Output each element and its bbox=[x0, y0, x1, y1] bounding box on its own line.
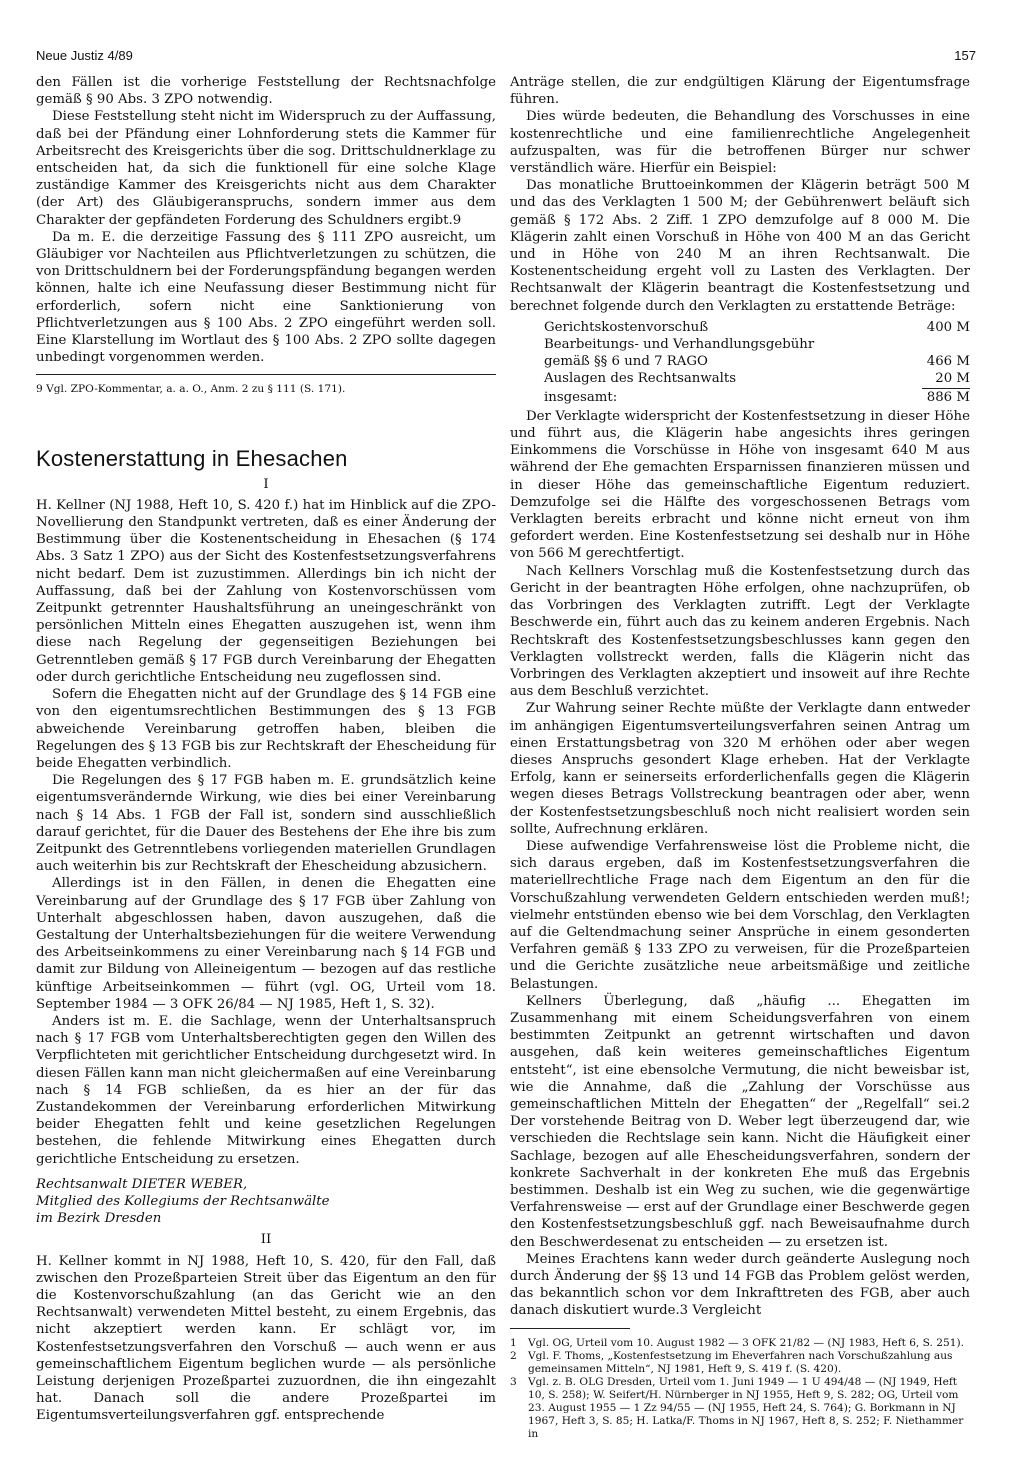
cost-value: 466 M bbox=[926, 354, 970, 370]
footnote-text: Vgl. OG, Urteil vom 10. August 1982 — 3 OFK 21/82 — (NJ 1983, Heft 6, S. 251). bbox=[528, 1336, 964, 1349]
paragraph: Das monatliche Bruttoeinkommen der Klägerin beträgt 500 M und das des Verklagten 1 500 M; der Gebührenwert beläuft sich gemäß § 172 Abs. 2 Ziff. 1 ZPO demzufolge auf 8 000 M. Die Klägerin zahlt einen Vorschuß in Höhe von 400 M an das Gericht und in Höhe von 240 M an ihren Rechtsanwalt. Die Kostenentscheidung ergeht voll zu Lasten des Verklagten. Der Rechtsanwalt der Klägerin beantragt die Kostenfestsetzung und berechnet folgende durch den Verklagten zu erstattende Beträge: bbox=[510, 178, 970, 314]
paragraph: Da m. E. die derzeitige Fassung des § 111 ZPO ausreicht, um Gläubiger vor Nachteilen aus Pflichtverletzungen zu schützen, die von Drittschuldnern bei der Forderungspfändung begangen werden können, halte ich eine Neufassung dieser Bestimmung nicht für erforderlich, sofern nicht eine Sanktionierung von Pflichtverletzungen aus § 100 Abs. 2 ZPO eingeführt werden soll. Eine Klarstellung im Wortlaut des § 100 Abs. 2 ZPO sollte dagegen unbedingt vorgenommen werden. bbox=[36, 229, 496, 366]
cost-label: gemäß §§ 6 und 7 RAGO bbox=[544, 354, 708, 370]
paragraph: Allerdings ist in den Fällen, in denen die Ehegatten eine Vereinbarung auf der Grundlage des § 17 FGB über Zahlung von Unterhalt abgeschlossen haben, davon auszugehen, daß die Gestaltung der Unterhaltsbeziehungen für die weitere Verwendung des Arbeitseinkommens zu einer Vereinbarung nach § 14 FGB und damit zur Bildung von Alleineigentum — bezogen auf das restliche künftige Arbeitseinkommen — führt (vgl. OG, Urteil vom 18. September 1984 — 3 OFK 26/84 — NJ 1985, Heft 1, S. 32). bbox=[36, 876, 496, 1012]
footnote-text: Vgl. z. B. OLG Dresden, Urteil vom 1. Juni 1949 — 1 U 494/48 — (NJ 1949, Heft 10, S. 258); W. Seifert/H. Nürnberger in NJ 1955, Heft 9, S. 282; OG, Urteil vom 23. August 1955 — 1 Zz 94/55 — (NJ 1955, Heft 24, S. 764); G. Borkmann in NJ 1967, Heft 3, S. 85; H. Latka/F. Thoms in NJ 1967, Heft 8, S. 252; F. Niethammer in bbox=[528, 1375, 964, 1440]
paragraph: Der Verklagte widerspricht der Kostenfestsetzung in dieser Höhe und führt aus, die Klägerin habe angesichts ihres geringen Einkommens die Vorschüsse in Höhe von insgesamt 640 M aus während der Ehe gemachten Ersparnissen finanzieren müssen und in dieser Höhe das gemeinschaftliche Eigentum reduziert. Demzufolge sei die Hälfte des vorgeschossenen Betrags vom Verklagten bereits erbracht und könne nicht erneut von ihm gefordert werden. Eine Kostenfestsetzung sei deshalb nur in Höhe von 566 M gerechtfertigt. bbox=[510, 408, 970, 562]
footnote-divider bbox=[36, 374, 496, 375]
cost-value: 400 M bbox=[926, 319, 970, 335]
left-column bbox=[36, 74, 496, 1425]
paragraph: den Fällen ist die vorherige Feststellung der Rechtsnachfolge gemäß § 90 Abs. 3 ZPO notwendig. bbox=[36, 75, 496, 108]
cost-total-value: 886 M bbox=[922, 388, 970, 406]
section-title: Kostenerstattung in Ehesachen bbox=[36, 446, 348, 472]
paragraph: H. Kellner (NJ 1988, Heft 10, S. 420 f.) hat im Hinblick auf die ZPO-Novellierung den Standpunkt vertreten, daß es einer Änderung der Bestimmung über die Kostenentscheidung in Ehesachen (§ 174 Abs. 3 Satz 1 ZPO) aus der Sicht des Kostenfestsetzungsverfahrens nicht bedarf. Dem ist zuzustimmen. Allerdings bin ich nicht der Auffassung, daß bei der Zahlung von Kostenvorschüssen vom Zeitpunkt getrennter Haushaltsführung an uneingeschränkt von persönlichen Mitteln eines Ehegatten auszugehen ist, wenn ihm diese nach Regelung der gegenseitigen Beziehungen bei Getrenntleben gemäß § 17 FGB durch Vereinbarung der Ehegatten oder durch gerichtliche Entscheidung neu zugeflossen sind. bbox=[36, 497, 496, 685]
footnotes bbox=[510, 1337, 970, 1441]
cost-value: 20 M bbox=[935, 371, 970, 387]
paragraph: Anders ist m. E. die Sachlage, wenn der Unterhaltsanspruch nach § 17 FGB vom Unterhaltsberechtigten gegen den Willen des Verpflichteten mit gerichtlicher Entscheidung durchgesetzt wird. In diesen Fällen kann man nicht gleichermaßen auf eine Vereinbarung nach § 14 FGB schließen, da es hier an der für das Zustandekommen der Vereinbarung erforderlichen Mitwirkung beider Ehegatten fehlt und keine gesetzlichen Regelungen bestehen, die fehlende Mitwirkung eines Ehegatten durch gerichtliche Entscheidung zu ersetzen. bbox=[36, 1013, 496, 1167]
author-line-2: Mitglied des Kollegiums der Rechtsanwälte bbox=[36, 1193, 330, 1209]
footnote-text: Vgl. F. Thoms, „Kostenfestsetzung im Eheverfahren nach Vorschußzahlung aus gemeinsamen Mitteln“, NJ 1981, Heft 9, S. 419 f. (S. 420). bbox=[528, 1349, 953, 1375]
right-column bbox=[510, 74, 970, 1441]
cost-total-label: insgesamt: bbox=[544, 389, 618, 405]
paragraph: Kellners Überlegung, daß „häufig ... Ehegatten im Zusammenhang mit einem Scheidungsverfahren von einem bestimmten Zeitpunkt an getrennt wirtschaften und davon ausgehen, daß kein weiteres gemeinschaftliches Eigentum entsteht“, ist eine ebensolche Vermutung, die nicht beweisbar ist, wie die Annahme, daß die „Zahlung der Vorschüsse aus gemeinschaftlichen Mitteln der Ehegatten“ der „Regelfall“ sei.2 Der vorstehende Beitrag von D. Weber legt überzeugend dar, wie verschieden die Rechtslage sein kann. Nicht die Häufigkeit einer Sachlage, bezogen auf alle Ehescheidungsverfahren, sondern der konkrete Sachverhalt in der konkreten Ehe muß das Ergebnis bestimmen. Deshalb ist ein Weg zu suchen, wie die gegenwärtige Verfahrensweise — erst auf der Grundlage einer Beschwerde gegen den Kostenfestsetzungsbeschluß ggf. nach Beweisaufnahme durch den Beschwerdesenat zu entscheiden — zu ersetzen ist. bbox=[510, 993, 970, 1250]
paragraph: H. Kellner kommt in NJ 1988, Heft 10, S. 420, für den Fall, daß zwischen den Prozeßparteien Streit über das Eigentum an den für die Kostenvorschußzahlung (an das Gericht wie an den Rechtsanwalt) verwendeten Mittel besteht, zu einem Ergebnis, das nicht akzeptiert werden kann. Er schlägt vor, im Kostenfestsetzungsverfahren den Vorschuß — auch wenn er aus gemeinschaftlichem Eigentum beglichen wurde — als persönliche Leistung derjenigen Prozeßpartei zuzuordnen, die ihn eingezahlt hat. Danach soll die andere Prozeßpartei im Eigentumsverteilungsverfahren ggf. entsprechende bbox=[36, 1253, 496, 1424]
part-heading-1: I bbox=[263, 476, 269, 492]
cost-row bbox=[510, 319, 970, 336]
footnote-divider bbox=[510, 1328, 630, 1329]
journal-header: Neue Justiz 4/89 bbox=[36, 48, 133, 63]
cost-total-row bbox=[510, 388, 970, 406]
paragraph: Nach Kellners Vorschlag muß die Kostenfestsetzung durch das Gericht in der beantragten Höhe erfolgen, ohne nachzuprüfen, ob das Vorbringen des Verklagten zutrifft. Legt der Verklagte Beschwerde ein, führt auch das zu keinem anderen Ergebnis. Nach Rechtskraft des Kostenfestsetzungsbeschlusses kann gegen den Verklagten vollstreckt werden, falls die Klägerin nicht das Vorbringen des Verklagten akzeptiert und insoweit auf ihre Rechte aus dem Beschluß verzichtet. bbox=[510, 563, 970, 700]
author-line-1: Rechtsanwalt DIETER WEBER, bbox=[36, 1176, 248, 1192]
paragraph: Diese aufwendige Verfahrensweise löst die Probleme nicht, die sich daraus ergeben, daß im Kostenfestsetzungsverfahren die materiellrechtliche Frage nach dem Eigentum an den für die Vorschußzahlung verwendeten Geldern entschieden werden muß!; vielmehr entstünden ebenso wie bei dem Vorschlag, den Verklagten auf die Geltendmachung seiner Ansprüche in einem gesonderten Verfahren gemäß § 133 ZPO zu verweisen, für die Prozeßparteien und die Gerichte zusätzliche neue arbeitsmäßige und zeitliche Belastungen. bbox=[510, 838, 970, 992]
cost-row bbox=[510, 336, 970, 353]
paragraph: Meines Erachtens kann weder durch geänderte Auslegung noch durch Änderung der §§ 13 und 14 FGB das Problem gelöst werden, das bekanntlich schon vor dem Inkrafttreten des FGB, aber auch danach diskutiert wurde.3 Vergleicht bbox=[510, 1251, 970, 1319]
footnote-2 bbox=[510, 1350, 970, 1376]
cost-label: Gerichtskostenvorschuß bbox=[544, 319, 709, 335]
paragraph: Zur Wahrung seiner Rechte müßte der Verklagte dann entweder im anhängigen Eigentumsverteilungsverfahren seinen Antrag um einen Erstattungsbetrag von 320 M erhöhen oder aber wegen dieses Anspruchs gesondert Klage erheben. Hat der Verklagte Erfolg, kann er seinerseits erforderlichenfalls gegen die Klägerin wegen dieses Betrags Vollstreckung beantragen oder aber, wenn der Kostenfestsetzungsbeschluß noch nicht realisiert worden sein sollte, Aufrechnung erklären. bbox=[510, 701, 970, 837]
paragraph: Diese Feststellung steht nicht im Widerspruch zu der Auffassung, daß bei der Pfändung einer Lohnforderung stets die Kammer für Arbeitsrecht des Kreisgerichts über die sog. Drittschuldnerklage zu entscheiden hat, da sich die funktionell für eine solche Klage zuständige Kammer des Kreisgerichts nicht aus dem Charakter (der Art) des Gläubigeranspruchs, sondern immer aus dem Charakter der gepfändeten Forderung des Schuldners ergibt.9 bbox=[36, 109, 496, 228]
footnote-9: 9 Vgl. ZPO-Kommentar, a. a. O., Anm. 2 zu § 111 (S. 171). bbox=[36, 383, 346, 396]
footnote-1 bbox=[510, 1337, 970, 1350]
cost-row bbox=[510, 370, 970, 387]
paragraph: Dies würde bedeuten, die Behandlung des Vorschusses in eine kostenrechtliche und eine familienrechtliche Angelegenheit aufzuspalten, was für die betroffenen Bürger nur schwer verständlich wäre. Hierfür ein Beispiel: bbox=[510, 109, 970, 177]
author-line-3: im Bezirk Dresden bbox=[36, 1211, 162, 1227]
footnote-number: 1 bbox=[510, 1336, 517, 1349]
part-heading-2: II bbox=[260, 1232, 272, 1248]
footnote-number: 2 bbox=[510, 1349, 517, 1362]
cost-label: Bearbeitungs- und Verhandlungsgebühr bbox=[544, 337, 815, 353]
footnote-number: 3 bbox=[510, 1375, 517, 1388]
cost-table bbox=[510, 319, 970, 406]
footnote-3 bbox=[510, 1376, 970, 1441]
paragraph: Sofern die Ehegatten nicht auf der Grundlage des § 14 FGB eine von den eigentumsrechtlichen Bestimmungen des § 13 FGB abweichende Vereinbarung getroffen haben, bleiben die Regelungen des § 13 FGB bis zur Rechtskraft der Ehescheidung für beide Ehegatten verbindlich. bbox=[36, 687, 496, 771]
paragraph: Die Regelungen des § 17 FGB haben m. E. grundsätzlich keine eigentumsverändernde Wirkung, wie dies bei einer Vereinbarung nach § 14 Abs. 1 FGB der Fall ist, sondern sind ausschließlich darauf gerichtet, für die Dauer des Bestehens der Ehe ihre bis zum Zeitpunkt des Getrenntlebens vorliegenden materiellen Grundlagen auch weiterhin bis zur Rechtskraft der Ehescheidung abzusichern. bbox=[36, 773, 496, 875]
cost-row bbox=[510, 353, 970, 370]
page-number: 157 bbox=[954, 48, 976, 63]
cost-label: Auslagen des Rechtsanwalts bbox=[544, 371, 737, 387]
paragraph: Anträge stellen, die zur endgültigen Klärung der Eigentumsfrage führen. bbox=[510, 75, 970, 108]
